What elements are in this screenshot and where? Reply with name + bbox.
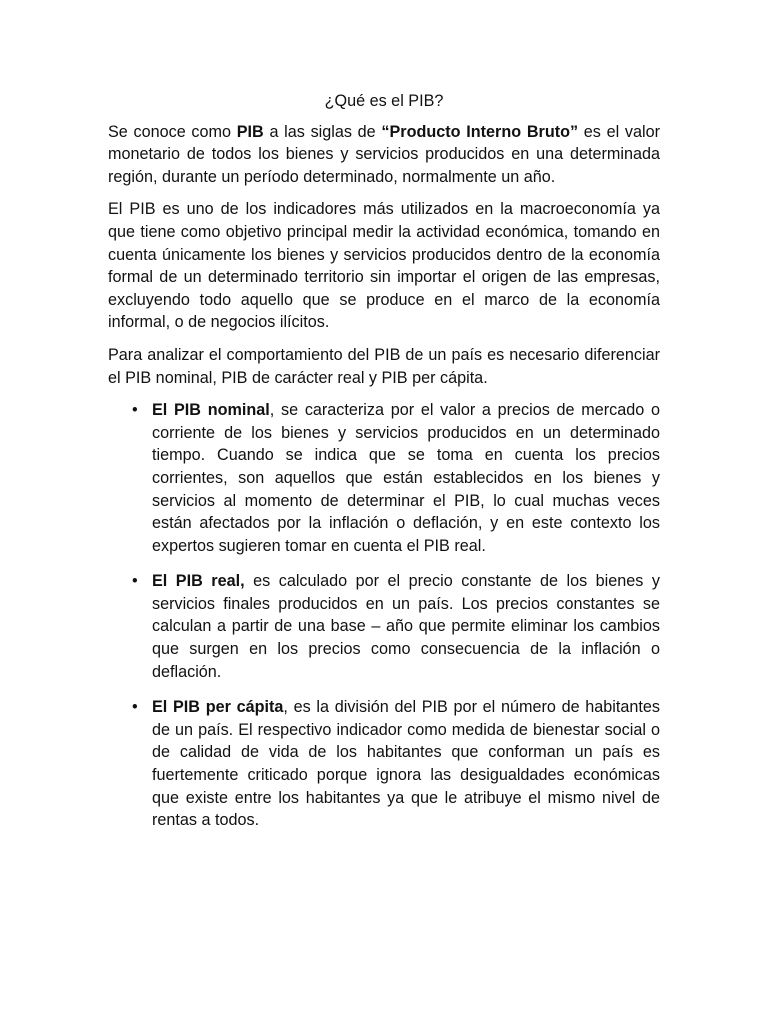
list-item-text: es calculado por el precio constante de los bienes y servicios finales producidos en un país. Los precios constantes se calculan a partir de una base – año que permite eliminar los cambios que surgen en los precios como consecuencia de la inflación o deflación.	[152, 572, 660, 681]
bullet-icon: •	[132, 572, 138, 591]
list-item	[108, 399, 660, 557]
paragraph-text: Se conoce como	[108, 122, 237, 141]
list-item	[108, 696, 660, 832]
bullet-icon: •	[132, 698, 138, 717]
paragraph-analysis: Para analizar el comportamiento del PIB de un país es necesario diferenciar el PIB nominal, PIB de carácter real y PIB per cápita.	[108, 345, 660, 387]
list-item-text: , es la división del PIB por el número de habitantes de un país. El respectivo indicador como medida de bienestar social o de calidad de vida de los habitantes que conforman un país es fuertemente criticado porque ignora las desigualdades económicas que existe entre los habitantes ya que le atribuye el mismo nivel de rentas a todos.	[152, 698, 661, 830]
list-item-term: El PIB real,	[152, 572, 245, 591]
list-item-term: El PIB per cápita	[152, 698, 284, 717]
document-title: ¿Qué es el PIB?	[324, 92, 444, 110]
list-item	[108, 570, 660, 683]
paragraph-definition	[108, 121, 660, 189]
document-page	[108, 90, 660, 845]
paragraph-indicator: El PIB es uno de los indicadores más utilizados en la macroeconomía ya que tiene como objetivo principal medir la actividad económica, tomando en cuenta únicamente los bienes y servicios producidos dentro de la economía formal de un determinado territorio sin importar el origen de las empresas, excluyendo todo aquello que se produce en el marco de la economía informal, o de negocios ilícitos.	[108, 200, 660, 332]
bullet-list	[108, 399, 660, 832]
paragraph-text: es el valor monetario de todos los bienes y servicios producidos en una determinada región, durante un período determinado, normalmente un año.	[108, 122, 661, 186]
bullet-icon: •	[132, 401, 138, 420]
list-item-text: , se caracteriza por el valor a precios de mercado o corriente de los bienes y servicios producidos en un determinado tiempo. Cuando se indica que se toma en cuenta los precios corrientes, son aquellos que están establecidos en los bienes y servicios al momento de determinar el PIB, lo cual muchas veces están afectados por la inflación o deflación, y en este contexto los expertos sugieren tomar en cuenta el PIB real.	[152, 401, 660, 555]
list-item-term: El PIB nominal	[152, 401, 270, 420]
term-pib: PIB	[236, 122, 264, 141]
term-producto-interno-bruto: “Producto Interno Bruto”	[381, 122, 579, 141]
paragraph-text: a las siglas de	[263, 122, 382, 141]
